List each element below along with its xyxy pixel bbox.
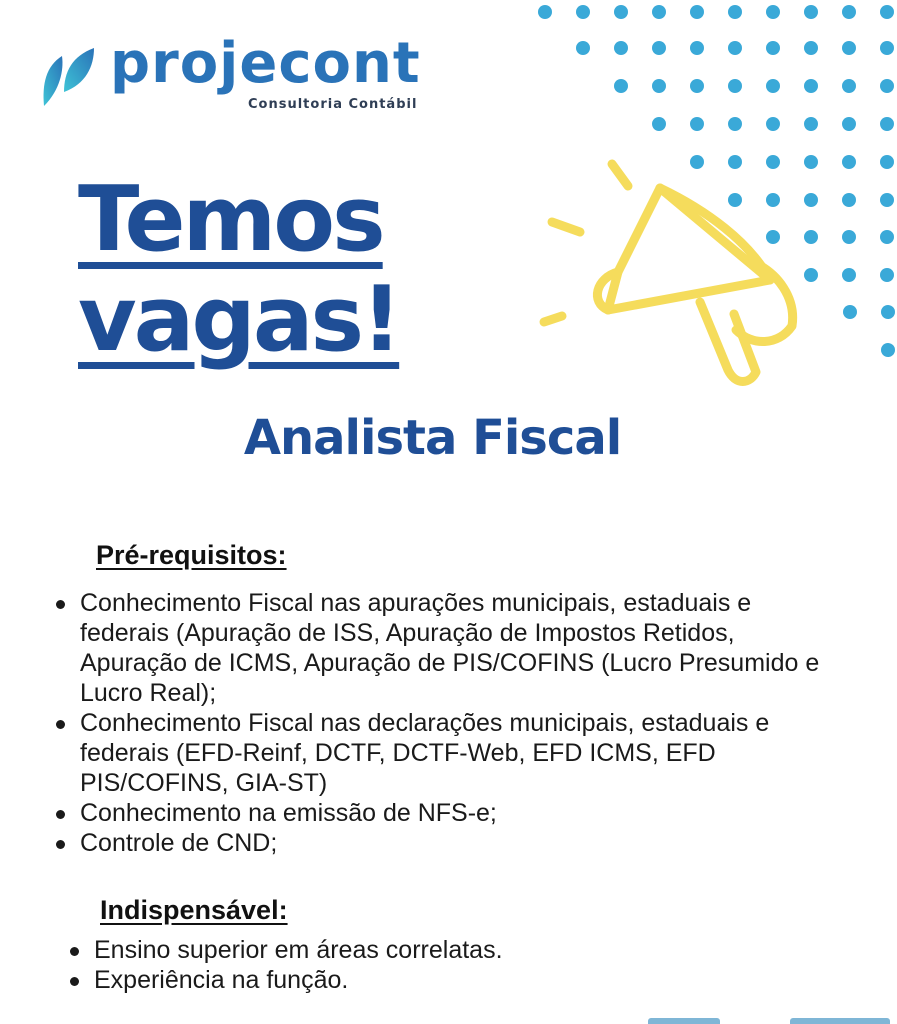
decor-dot: [880, 230, 894, 244]
decor-dot: [690, 41, 704, 55]
headline: [78, 167, 458, 372]
decor-dot: [652, 5, 666, 19]
decor-dot: [576, 41, 590, 55]
decor-dot: [804, 79, 818, 93]
decor-dot: [880, 5, 894, 19]
decor-dot: [614, 79, 628, 93]
decor-dot: [804, 41, 818, 55]
decor-dot: [880, 155, 894, 169]
prerequisites-heading: Pré-requisitos:: [96, 540, 287, 570]
decor-dot: [842, 5, 856, 19]
job-title: Analista Fiscal: [243, 410, 622, 466]
essential-list: [64, 935, 764, 995]
decor-dot: [880, 79, 894, 93]
decor-dot: [576, 5, 590, 19]
megaphone-icon: [530, 150, 830, 430]
decor-dot: [881, 343, 895, 357]
decor-dot: [842, 79, 856, 93]
decor-dot: [766, 117, 780, 131]
decor-dot: [728, 117, 742, 131]
company-logo: [40, 31, 460, 120]
decor-dot: [690, 117, 704, 131]
decor-dot: [728, 79, 742, 93]
decor-dot: [538, 5, 552, 19]
headline-line-2: vagas!: [78, 267, 400, 372]
prerequisites-list: [50, 588, 840, 858]
decor-dot: [766, 5, 780, 19]
list-item: Controle de CND;: [50, 828, 840, 858]
list-item: Ensino superior em áreas correlatas.: [64, 935, 764, 965]
decor-dot: [842, 193, 856, 207]
decor-dot: [614, 41, 628, 55]
decor-dot: [881, 305, 895, 319]
decor-dot: [842, 155, 856, 169]
decor-dot: [880, 193, 894, 207]
decor-dot: [766, 79, 780, 93]
decor-dot: [842, 41, 856, 55]
decor-dot: [804, 117, 818, 131]
decor-dot: [843, 305, 857, 319]
decor-dot: [842, 230, 856, 244]
decor-dot: [690, 79, 704, 93]
decor-dot: [652, 117, 666, 131]
decor-dot: [880, 41, 894, 55]
decor-dot: [842, 268, 856, 282]
headline-line-1: Temos: [78, 167, 383, 272]
decor-dot: [652, 79, 666, 93]
bottom-tab-decoration: [790, 1018, 890, 1024]
brand-tagline: Consultoria Contábil: [248, 97, 418, 112]
list-item: Experiência na função.: [64, 965, 764, 995]
leaf-logo-icon: [40, 44, 102, 110]
decor-dot: [804, 5, 818, 19]
list-item: Conhecimento Fiscal nas declarações municipais, estaduais e federais (EFD-Reinf, DCTF, DCTF-Web, EFD ICMS, EFD PIS/COFINS, GIA-ST): [50, 708, 840, 798]
brand-name: projecont: [110, 31, 421, 96]
decor-dot: [614, 5, 628, 19]
decor-dot: [880, 268, 894, 282]
essential-heading: Indispensável:: [100, 895, 288, 925]
decor-dot: [728, 41, 742, 55]
list-item: Conhecimento Fiscal nas apurações municipais, estaduais e federais (Apuração de ISS, Apuração de Impostos Retidos, Apuração de ICMS, Apuração de PIS/COFINS (Lucro Presumido e Lucro Real);: [50, 588, 840, 708]
decor-dot: [690, 5, 704, 19]
bottom-tab-decoration: [648, 1018, 720, 1024]
decor-dot: [880, 117, 894, 131]
decor-dot: [652, 41, 666, 55]
list-item: Conhecimento na emissão de NFS-e;: [50, 798, 840, 828]
decor-dot: [842, 117, 856, 131]
decor-dot: [766, 41, 780, 55]
decor-dot: [728, 5, 742, 19]
